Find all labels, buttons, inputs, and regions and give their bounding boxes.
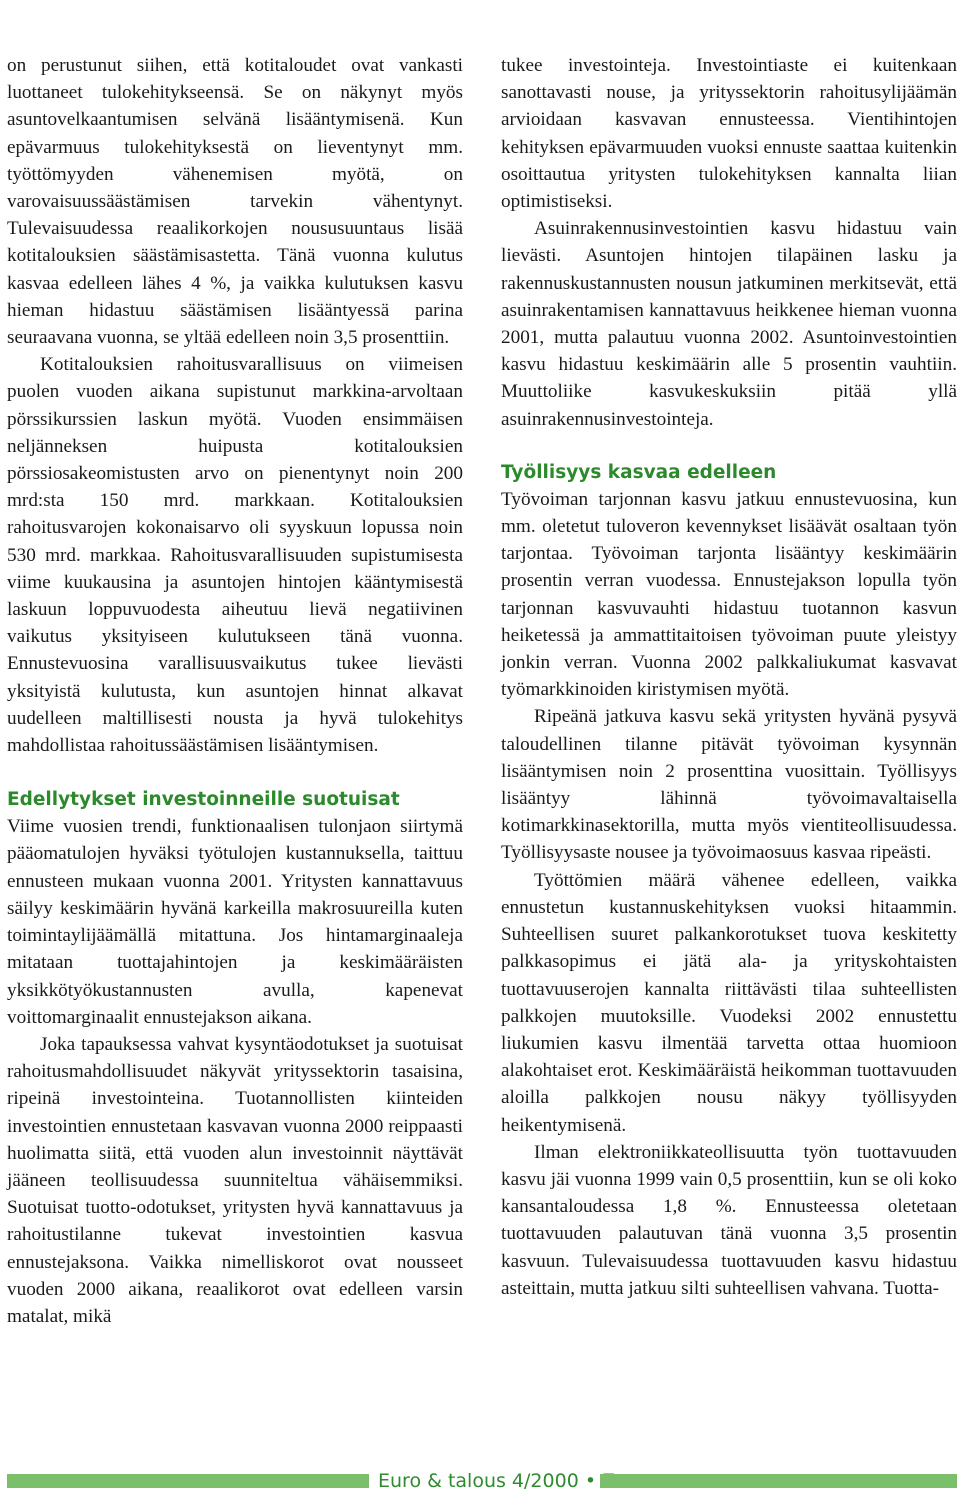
paragraph: Ilman elektroniikkateollisuutta työn tuottavuuden kasvu jäi vuonna 1999 vain 0,5 prosenttiin, kun se oli koko kansantaloudessa 1,8 %. Ennusteessa oletetaan tuottavuuden palautuvan tänä vuonna 3,5 prosentin kasvuun. Tulevaisuudessa tuottavuuden kasvu hidastuu asteittain, mutta jatkuu silti suhteellisen vahvana. Tuotta- [501,1141,957,1299]
paragraph: Ripeänä jatkuva kasvu sekä yritysten hyvänä pysyvä taloudellinen tilanne pitävät työvoiman kysynnän lisääntymisen noin 2 prosenttina vuosittain. Työllisyys lisääntyy lähinnä työvoimavaltaisella kotimarkkinasektorilla, mutta myös vientiteollisuudessa. Työllisyysaste nousee ja työvoimaosuus kasvaa ripeästi. [501,706,957,864]
right-column [501,52,957,1302]
left-column [7,52,463,1330]
section-heading: Työllisyys kasvaa edelleen [501,461,777,483]
section-heading: Edellytykset investoinneille suotuisat [7,789,400,811]
paragraph: on perustunut siihen, että kotitaloudet ovat vankasti luottaneet tulokehitykseensä. Se on näkynyt myös asuntovelkaantumisen selvänä lisääntymisenä. Kun epävarmuus tulokehityksestä on lieventynyt mm. työttömyyden vähenemisen myötä, on varovaisuussäästämisen tarvekin vähentynyt. Tulevaisuudessa reaalikorkojen noususuuntaus lisää kotitalouksien säästämisastetta. Tänä vuonna kulutus kasvaa edelleen lähes 4 %, ja vaikka kulutuksen kasvu hieman hidastuu säästämisen lisääntyessä parina seuraavana vuonna, se yltää edelleen noin 3,5 prosenttiin. [7,55,463,349]
paragraph: Asuinrakennusinvestointien kasvu hidastuu vain lievästi. Asuntojen hintojen tilapäinen lasku ja rakennuskustannusten nousun jatkuminen merkitsevät, että asuinrakentamisen kannattavuus heikkenee hieman vuonna 2001, mutta palautuu vuonna 2002. Asuntoinvestointien kasvu hidastuu keskimäärin alle 5 prosentin vauhtiin. Muuttoliike kasvukeskuksiin pitää yllä asuinrakennusinvestointeja. [501,218,957,430]
paragraph: Joka tapauksessa vahvat kysyntäodotukset ja suotuisat rahoitusmahdollisuudet näkyvät yrityssektorin tasaisina, ripeinä investointeina. Tuotannollisten kiinteiden investointien ennustetaan kasvavan vuonna 2000 reippaasti huolimatta siitä, että vuoden alun investoinnit näyttävät jääneen teollisuudessa suunniteltua vähäisemmiksi. Suotuisat tuotto-odotukset, yritysten hyvä kannattavuus ja rahoitustilanne tukevat investointien kasvua ennustejaksona. Vaikka nimelliskorot ovat nousseet vuoden 2000 aikana, reaalikorot ovat edelleen varsin matalat, mikä [7,1033,463,1327]
paragraph: tukee investointeja. Investointiaste ei kuitenkaan sanottavasti nouse, ja yrityssektorin rahoitusylijäämän arvioidaan kasvavan ennusteessa. Vientihintojen kehityksen epävarmuuden vuoksi ennuste saattaa kuitenkin osoittautua yritysten tulokehityksen kannalta liian optimistiseksi. [501,55,957,213]
paragraph: Kotitalouksien rahoitusvarallisuus on viimeisen puolen vuoden aikana supistunut markkina-arvoltaan pörssikurssien laskun myötä. Vuoden ensimmäisen neljänneksen huipusta kotitalouksien pörssiosakeomistusten arvo on pienentynyt noin 200 mrd:sta 150 mrd. markkaan. Kotitalouksien rahoitusvarojen kokonaisarvo oli syyskuun lopussa noin 530 mrd. markkaa. Rahoitusvarallisuuden supistumisesta viime kuukausina ja asuntojen hintojen kääntymisestä laskuun loppuvuodesta aiheutuu lievä negatiivinen vaikutus yksityiseen kulutukseen tänä vuonna. Ennustevuosina varallisuusvaikutus tukee lievästi yksityistä kulutusta, kun asuntojen hinnat alkavat uudelleen maltillisesti nousta ja hyvä tulokehitys mahdollistaa rahoitussäästämisen lisääntymisen. [7,354,463,757]
paragraph: Työvoiman tarjonnan kasvu jatkuu ennustevuosina, kun mm. oletetut tuloveron kevennykset lisäävät osaltaan työn tarjontaa. Työvoiman tarjonta lisääntyy keskimäärin prosentin verran vuodessa. Ennustejakson lopulla työn tarjonnan kasvuvauhti hidastuu tuotannon kasvun heiketessä ja ammattitaitoisen työvoiman puute yleistyy jonkin verran. Vuonna 2002 palkkaliukumat kasvavat työmarkkinoiden kiristymisen myötä. [501,488,957,701]
footer-label [378,1469,615,1493]
footer-rule-right [600,1474,957,1488]
paragraph: Viime vuosien trendi, funktionaalisen tulonjaon siirtymä pääomatulojen hyväksi työtulojen kustannuksella, taittuu ennusteen mukaan vuonna 2001. Yritysten kannattavuus säilyy keskimäärin hyvänä karkeilla makrosuureilla kuten toimintaylijäämällä mitattuna. Jos hintamarginaaleja mitataan tuottajahintojen ja keskimääräisten yksikkötyökustannusten avulla, kapenevat voittomarginaalit ennustejakson aikana. [7,816,463,1028]
footer-rule-left [7,1474,369,1488]
page-footer [0,1467,960,1499]
publication-name: Euro & talous 4/2000 [378,1470,579,1492]
separator-bullet: • [584,1470,597,1492]
paragraph: Työttömien määrä vähenee edelleen, vaikka ennustetun kustannuskehityksen vuoksi hitaammin. Suhteellisen suuret palkankorotukset tuova keskitetty palkkasopimus ei jätä ala- ja yrityskohtaisten tuottavuuserojen kannalta riittävästi tilaa suhteellisten palkkojen muutoksille. Vuodeksi 2002 ennustettu liukumien kasvu ilmentää tarvetta ottaa huomioon alakohtaiset erot. Keskimääräistä heikomman tuottavuuden aloilla palkkojen nousu näkyy työllisyyden heikentymisenä. [501,869,957,1136]
